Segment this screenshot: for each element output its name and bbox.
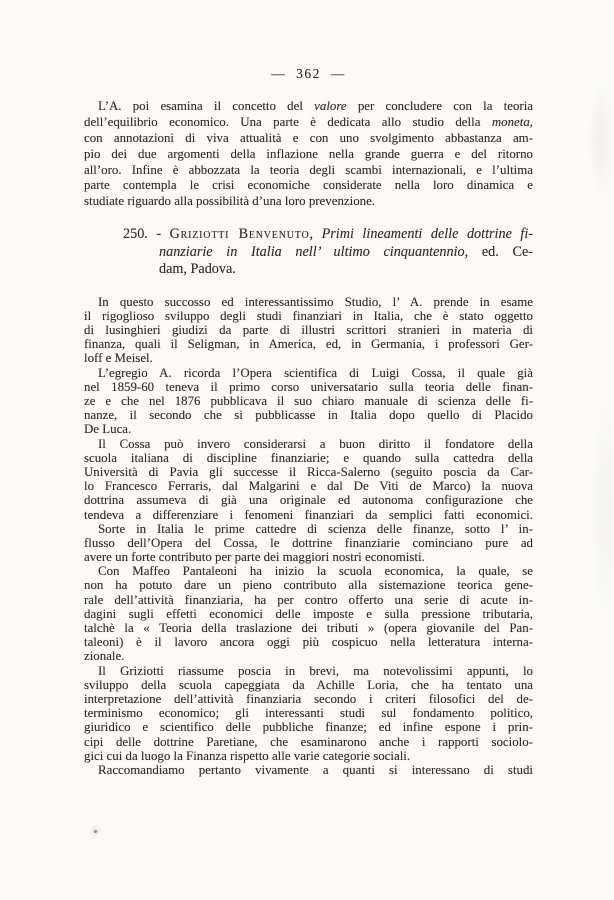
- text-line: [84, 323, 533, 337]
- bibliography-entry-250: [84, 226, 533, 279]
- scan-speck: [94, 830, 97, 833]
- text-line: [84, 678, 533, 692]
- plain-text: gici cui da luogo la Finanza rispetto alle varie categorie sociali.: [84, 748, 411, 763]
- plain-text: ,: [529, 114, 533, 129]
- plain-text: non ha potuto dare un pieno contributo alla sistemazione teorica gene-: [84, 578, 533, 593]
- plain-text: tendeva a differenziare i fenomeni finanziari da semplici fatti economici.: [84, 507, 533, 522]
- review-paragraph-3: [84, 437, 533, 522]
- plain-text: pio dei due argomenti della inflazione nella grande guerra e del ritorno: [84, 146, 533, 161]
- text-line: [84, 635, 533, 649]
- plain-text: talchè la « Teoria della traslazione dei tributi » (opera giovanile del Pan-: [84, 621, 533, 636]
- plain-text: De Luca.: [84, 422, 132, 437]
- review-paragraph-2: [84, 366, 533, 437]
- plain-text: Il Griziotti riassume poscia in brevi, ma notevolissimi appunti, lo: [98, 663, 533, 678]
- text-line: [84, 380, 533, 394]
- review-paragraph-6: [84, 664, 533, 763]
- review-paragraph-1: [84, 295, 533, 366]
- text-line: [84, 593, 533, 607]
- page-number: — 362 —: [271, 66, 346, 81]
- plain-text: all’oro. Infine è abbozzata la teoria degli scambi internazionali, e l’ultima: [84, 162, 533, 177]
- text-line: [84, 692, 533, 706]
- plain-text: lo Francesco Ferraris, dal Malgarini e dal De Viti de Marco) la nuova: [84, 479, 533, 494]
- plain-text: scuola italiana di discipline finanziarie; e quando sulla cattedra della: [84, 450, 533, 465]
- text-line: [84, 147, 533, 163]
- plain-text: rale dell’attività finanziaria, ha per contro offerto una serie di acute in-: [84, 592, 533, 607]
- text-content: [84, 99, 533, 777]
- plain-text: dottrina assumeva di già una originale ed autonoma configurazione che: [84, 493, 533, 508]
- text-line: [84, 244, 533, 262]
- text-line: [84, 351, 533, 365]
- text-line: [84, 261, 533, 279]
- italic-text: nanziarie in Italia nell’ ultimo cinquantennio: [159, 243, 465, 260]
- plain-text: finanza, quali il Seligman, in America, ed, in Germania, i professori Ger-: [84, 337, 533, 352]
- text-line: [84, 309, 533, 323]
- text-line: [84, 366, 533, 380]
- plain-text: dagini sugli effetti economici delle imposte e sulla pressione tributaria,: [84, 606, 533, 621]
- plain-text: loff e Meisel.: [84, 351, 153, 366]
- plain-text: giuridico e scientifico delle pubbliche finanze; ed infine espone i prin-: [84, 720, 533, 735]
- text-line: [84, 337, 533, 351]
- opening-paragraph: [84, 99, 533, 210]
- plain-text: Con Maffeo Pantaleoni ha inizio la scuola economica, la quale, se: [98, 564, 533, 579]
- plain-text: In questo succosso ed interessantissimo Studio, l’ A. prende in esame: [98, 294, 533, 309]
- scan-smudge: [588, 80, 614, 200]
- text-line: [84, 508, 533, 522]
- closing-paragraph: [84, 763, 533, 777]
- plain-text: L’egregio A. ricorda l’Opera scientifica di Luigi Cossa, il quale già: [98, 365, 533, 380]
- plain-text: per concludere con la teoria: [346, 99, 533, 113]
- text-line: [84, 465, 533, 479]
- text-line: [84, 226, 533, 244]
- plain-text: ,: [309, 226, 322, 243]
- italic-text: moneta: [491, 114, 530, 129]
- text-line: [84, 99, 533, 115]
- plain-text: 250. -: [123, 226, 170, 243]
- plain-text: il rigoglioso sviluppo degli studi finanziari in Italia, che è stato oggetto: [84, 308, 533, 323]
- text-line: [84, 735, 533, 749]
- text-line: [84, 564, 533, 578]
- text-line: [84, 493, 533, 507]
- italic-text: Primi lineamenti delle dottrine fi-: [321, 226, 534, 243]
- plain-text: Raccomandiamo pertanto vivamente a quanti si interessano di studi: [98, 762, 533, 777]
- plain-text: di lusinghieri giudizi da parte di illustri scrittori stranieri in materia di: [84, 323, 533, 338]
- plain-text: , ed. Ce-: [464, 243, 533, 260]
- text-line: [84, 720, 533, 734]
- text-line: [84, 607, 533, 621]
- text-line: [84, 131, 533, 147]
- text-line: [84, 536, 533, 550]
- plain-text: cipi delle dottrine Paretiane, che esaminarono anche i rapporti sociolo-: [84, 734, 533, 749]
- plain-text: sviluppo della scuola capeggiata da Achille Loria, che ha tentato una: [84, 677, 533, 692]
- plain-text: nel 1859-60 teneva il primo corso universatario sulla teoria delle finan-: [84, 379, 533, 394]
- plain-text: ze e che nel 1876 pubblicava il suo chiaro manuale di scienza delle fi-: [84, 394, 533, 409]
- plain-text: interpretazione dell’attività finanziaria secondo i criteri filosofici del de-: [84, 691, 533, 706]
- review-paragraph-4: [84, 522, 533, 565]
- text-line: [84, 437, 533, 451]
- plain-text: taleoni) è il lavoro ancora oggi più cospicuo nella letteratura interna-: [84, 635, 533, 650]
- text-line: [84, 621, 533, 635]
- text-line: [84, 408, 533, 422]
- plain-text: flusso dell’Opera del Cossa, le dottrine finanziarie cominciano pure ad: [84, 535, 533, 550]
- text-line: [84, 178, 533, 194]
- text-line: [84, 749, 533, 763]
- text-line: [84, 394, 533, 408]
- text-line: [84, 422, 533, 436]
- plain-text: parte contempla le crisi economiche considerate nella loro dinamica e: [84, 178, 533, 193]
- text-line: [84, 763, 533, 777]
- text-line: [84, 706, 533, 720]
- plain-text: Università di Pavia gli successe il Ricca-Salerno (seguito poscia da Car-: [84, 464, 533, 479]
- text-line: [84, 578, 533, 592]
- text-line: [84, 115, 533, 131]
- plain-text: dell’equilibrio economico. Una parte è dedicata allo studio della: [84, 114, 492, 129]
- plain-text: zionale.: [84, 649, 125, 664]
- plain-text: nanze, il secondo che si pubblicasse in Italia dopo quello di Placido: [84, 408, 533, 423]
- plain-text: Il Cossa può invero considerarsi a buon diritto il fondatore della: [98, 436, 533, 451]
- text-line: [84, 664, 533, 678]
- text-line: [84, 522, 533, 536]
- plain-text: studiate riguardo alla possibilità d’una loro prevenzione.: [84, 194, 376, 209]
- italic-text: valore: [314, 99, 347, 113]
- plain-text: avere un forte contributo per parte dei maggiori nostri economisti.: [84, 550, 425, 565]
- plain-text: con annotazioni di viva attualità e con uno svolgimento abbastanza am-: [84, 130, 533, 145]
- text-line: [84, 479, 533, 493]
- text-line: [84, 295, 533, 309]
- scan-smudge: [590, 400, 614, 620]
- plain-text: terminismo economico; gli interessanti studi sul fondamento politico,: [84, 706, 533, 721]
- smallcaps-text: Griziotti Benvenuto: [169, 226, 310, 243]
- text-line: [84, 194, 533, 210]
- text-line: [84, 649, 533, 663]
- plain-text: Sorte in Italia le prime cattedre di scienza delle finanze, sotto l’ in-: [98, 521, 533, 536]
- text-line: [84, 550, 533, 564]
- plain-text: L’A. poi esamina il concetto del: [98, 99, 315, 113]
- plain-text: dam, Padova.: [159, 261, 236, 278]
- text-line: [84, 163, 533, 179]
- text-line: [84, 451, 533, 465]
- review-paragraph-5: [84, 564, 533, 663]
